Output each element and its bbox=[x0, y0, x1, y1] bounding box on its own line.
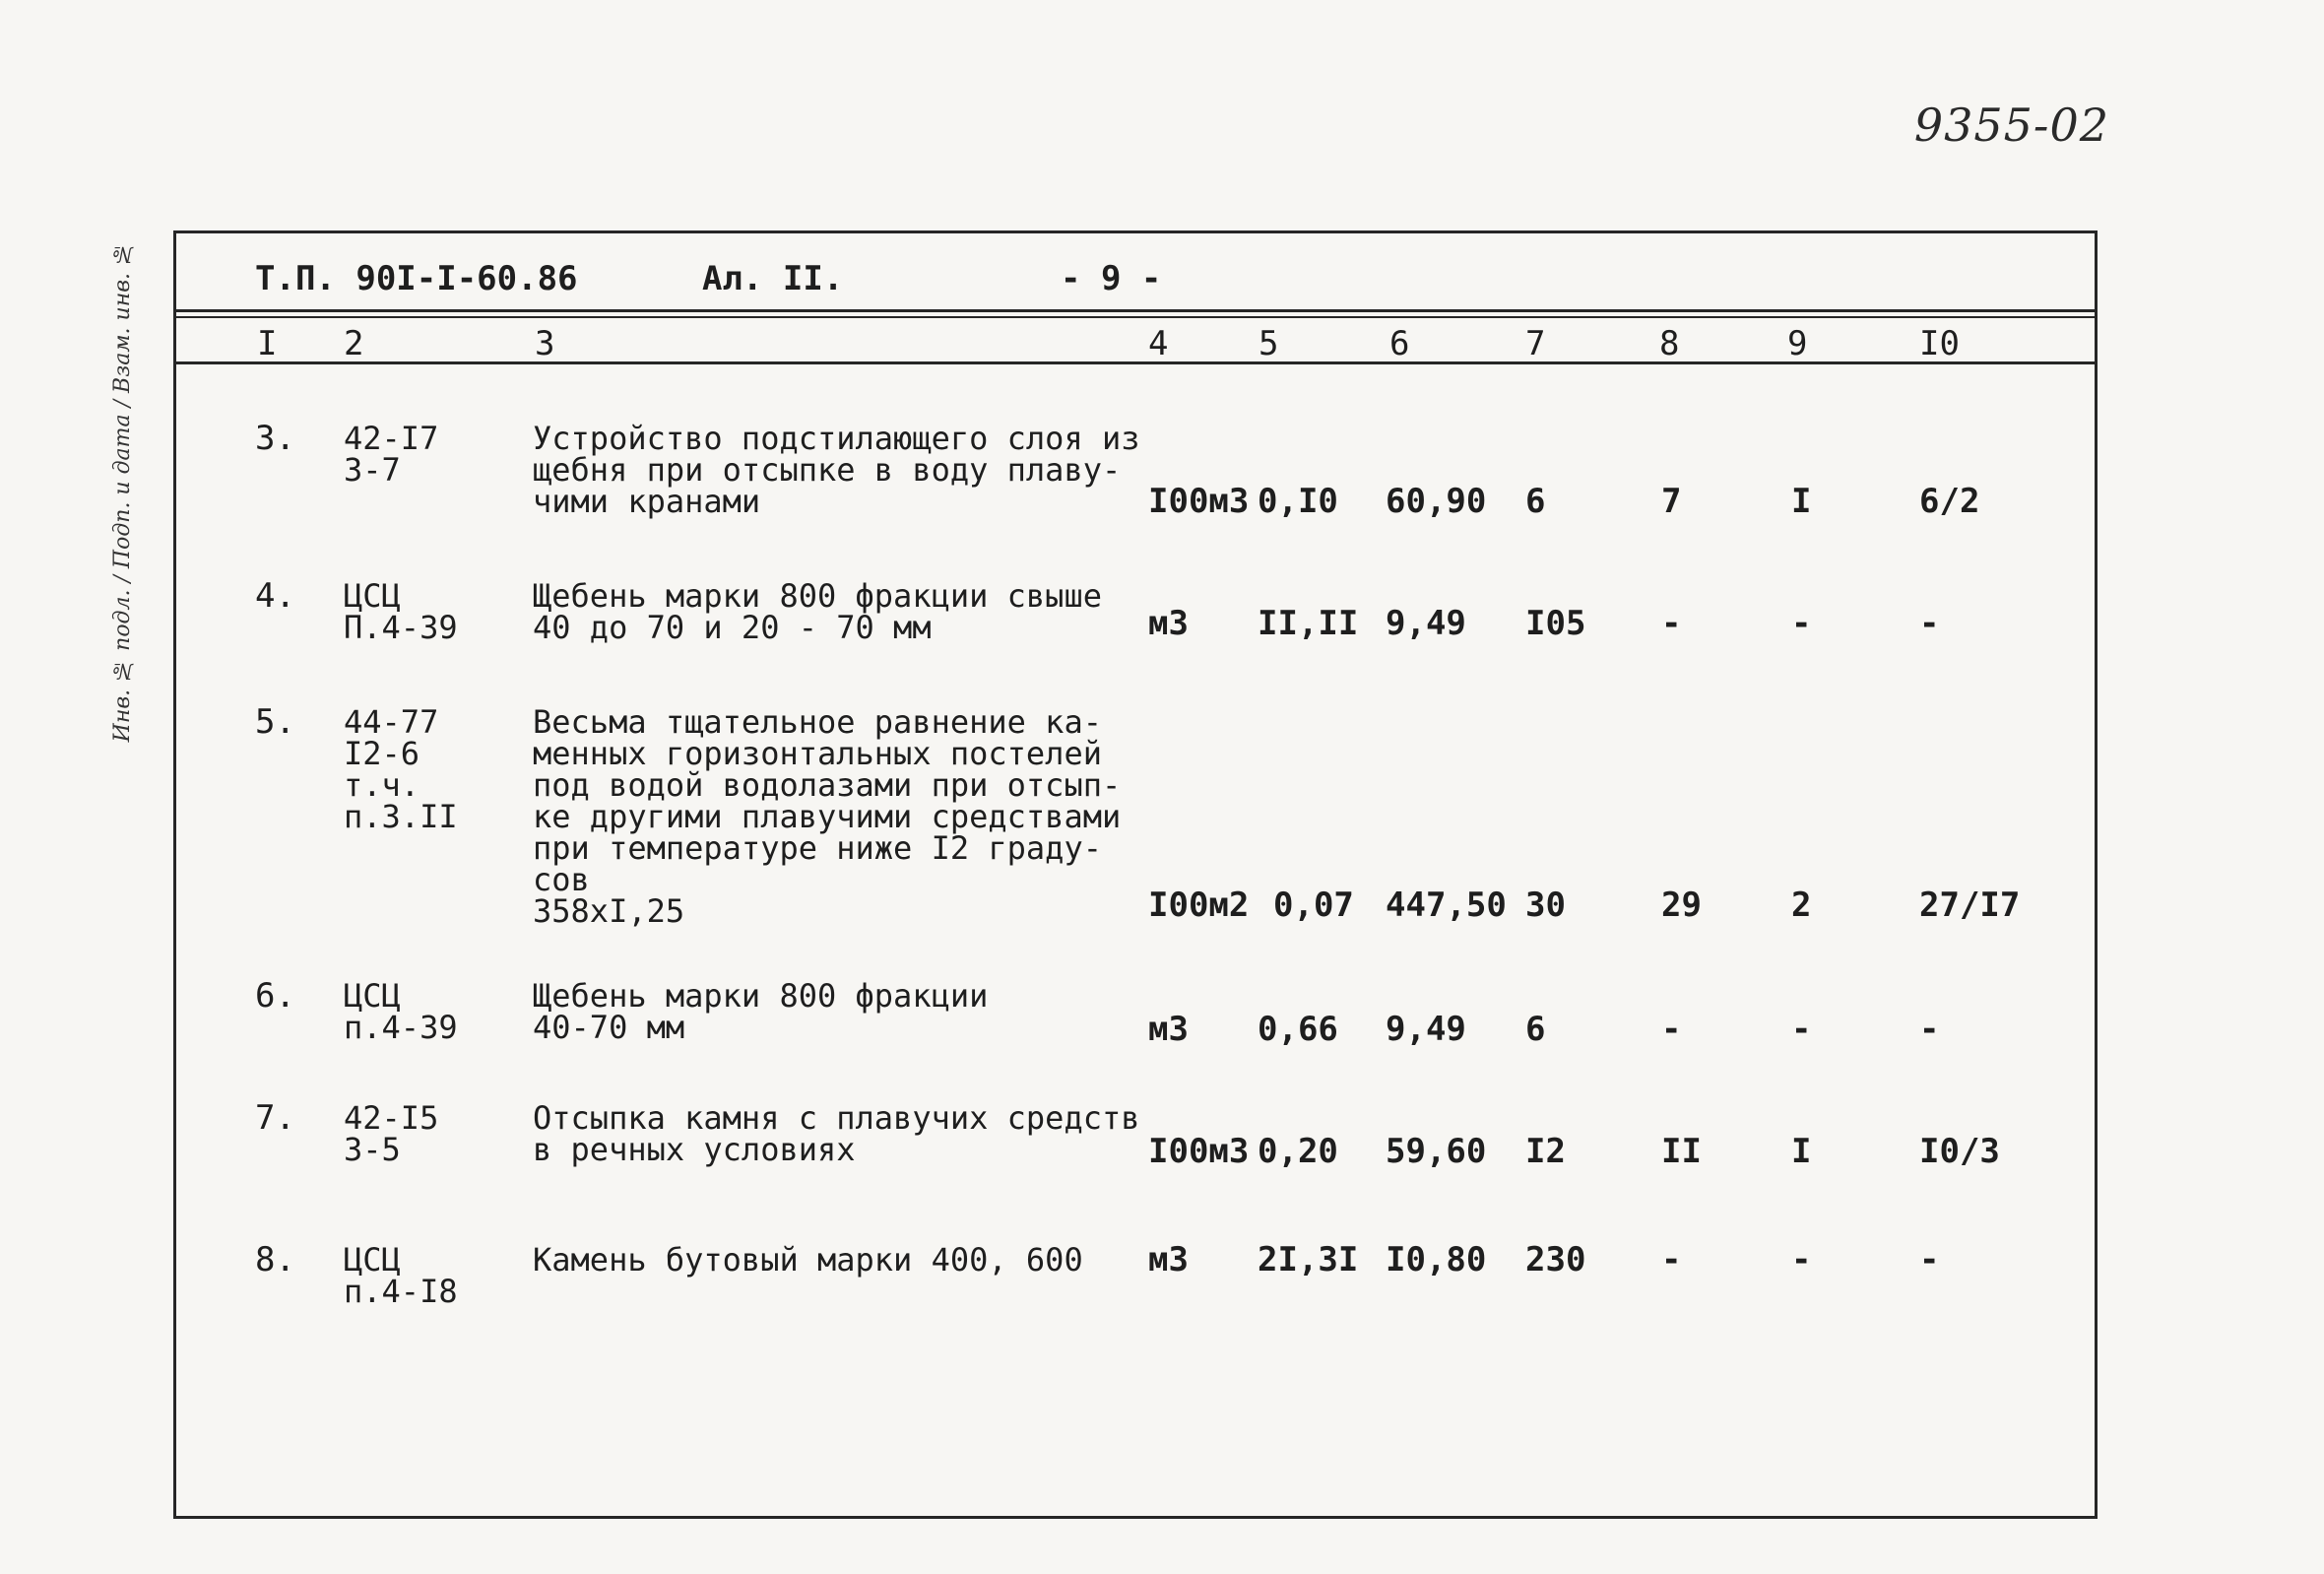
row-price: I0,80 bbox=[1386, 1240, 1487, 1279]
page-number: - 9 - bbox=[1061, 259, 1162, 298]
row-col10: 27/I7 bbox=[1919, 885, 2021, 925]
row-code: 42-I7 3-7 bbox=[344, 420, 439, 489]
row-price: 60,90 bbox=[1386, 482, 1487, 521]
row-number: 6. bbox=[255, 976, 295, 1016]
row-qty: 0,07 bbox=[1273, 885, 1354, 925]
row-description: Щебень марки 800 фракции 40-70 мм bbox=[533, 977, 989, 1046]
row-number: 4. bbox=[255, 576, 295, 616]
row-description: Щебень марки 800 фракции свыше 40 до 70 и 20 - 70 мм bbox=[533, 577, 1102, 646]
row-col10: - bbox=[1919, 1240, 1940, 1279]
column-header-2: 2 bbox=[344, 324, 364, 363]
row-unit: м3 bbox=[1148, 1010, 1189, 1049]
row-description: Камень бутовый марки 400, 600 bbox=[533, 1241, 1083, 1279]
row-col8: - bbox=[1661, 1010, 1682, 1049]
project-code: Т.П. 90I-I-60.86 bbox=[255, 259, 578, 298]
column-header-1: I bbox=[257, 324, 278, 363]
row-unit: м3 bbox=[1148, 1240, 1189, 1279]
row-qty: II,II bbox=[1258, 604, 1359, 643]
column-header-5: 5 bbox=[1259, 324, 1279, 363]
row-col7: 6 bbox=[1525, 1010, 1546, 1049]
header-rule bbox=[176, 316, 2095, 318]
row-col9: - bbox=[1791, 1010, 1812, 1049]
row-code: 42-I5 3-5 bbox=[344, 1099, 439, 1168]
header-rule bbox=[176, 309, 2095, 312]
row-description: Отсыпка камня с плавучих средств в речных условиях bbox=[533, 1099, 1140, 1168]
row-col9: - bbox=[1791, 604, 1812, 643]
row-qty: 0,66 bbox=[1258, 1010, 1338, 1049]
row-col7: 230 bbox=[1525, 1240, 1586, 1279]
row-number: 3. bbox=[255, 419, 295, 458]
row-col9: - bbox=[1791, 1240, 1812, 1279]
column-header-4: 4 bbox=[1148, 324, 1169, 363]
row-col7: I2 bbox=[1525, 1132, 1566, 1171]
row-col8: 29 bbox=[1661, 885, 1702, 925]
document-number: 9355-02 bbox=[1913, 98, 2109, 152]
row-unit: I00м2 bbox=[1148, 885, 1250, 925]
row-number: 8. bbox=[255, 1240, 295, 1279]
row-code: ЦСЦ п.4-39 bbox=[344, 977, 458, 1046]
row-code: ЦСЦ п.4-I8 bbox=[344, 1241, 458, 1310]
row-unit: I00м3 bbox=[1148, 1132, 1250, 1171]
row-col8: - bbox=[1661, 604, 1682, 643]
row-code: ЦСЦ П.4-39 bbox=[344, 577, 458, 646]
row-price: 9,49 bbox=[1386, 1010, 1466, 1049]
row-col7: 30 bbox=[1525, 885, 1566, 925]
row-col8: - bbox=[1661, 1240, 1682, 1279]
row-unit: I00м3 bbox=[1148, 482, 1250, 521]
row-col9: I bbox=[1791, 482, 1812, 521]
row-price: 447,50 bbox=[1386, 885, 1507, 925]
row-col10: 6/2 bbox=[1919, 482, 1980, 521]
row-col10: I0/3 bbox=[1919, 1132, 2000, 1171]
column-header-10: I0 bbox=[1919, 324, 1960, 363]
row-col7: I05 bbox=[1525, 604, 1586, 643]
side-stamp: Инв. № подл. / Подп. и дата / Взам. инв. № bbox=[110, 241, 135, 743]
row-col7: 6 bbox=[1525, 482, 1546, 521]
estimate-table-frame bbox=[173, 230, 2098, 1519]
row-qty: 0,20 bbox=[1258, 1132, 1338, 1171]
row-col8: II bbox=[1661, 1132, 1702, 1171]
row-qty: 0,I0 bbox=[1258, 482, 1338, 521]
column-header-9: 9 bbox=[1787, 324, 1808, 363]
column-header-8: 8 bbox=[1659, 324, 1680, 363]
row-description: Весьма тщательное равнение ка- менных горизонтальных постелей под водой водолазами при отсып- ке другими плавучими средствами при температуре ниже I2 граду- сов 358хI,25 bbox=[533, 703, 1122, 930]
row-price: 59,60 bbox=[1386, 1132, 1487, 1171]
row-description: Устройство подстилающего слоя из щебня при отсыпке в воду плаву- чими кранами bbox=[533, 420, 1140, 520]
row-price: 9,49 bbox=[1386, 604, 1466, 643]
row-col9: I bbox=[1791, 1132, 1812, 1171]
row-number: 5. bbox=[255, 702, 295, 742]
row-unit: м3 bbox=[1148, 604, 1189, 643]
row-col9: 2 bbox=[1791, 885, 1812, 925]
row-col8: 7 bbox=[1661, 482, 1682, 521]
column-header-7: 7 bbox=[1525, 324, 1546, 363]
sheet-label: Ал. II. bbox=[702, 259, 844, 298]
row-col10: - bbox=[1919, 1010, 1940, 1049]
row-col10: - bbox=[1919, 604, 1940, 643]
row-number: 7. bbox=[255, 1098, 295, 1138]
row-code: 44-77 I2-6 т.ч. п.3.II bbox=[344, 703, 458, 835]
column-header-6: 6 bbox=[1389, 324, 1410, 363]
column-header-3: 3 bbox=[535, 324, 555, 363]
row-qty: 2I,3I bbox=[1258, 1240, 1359, 1279]
